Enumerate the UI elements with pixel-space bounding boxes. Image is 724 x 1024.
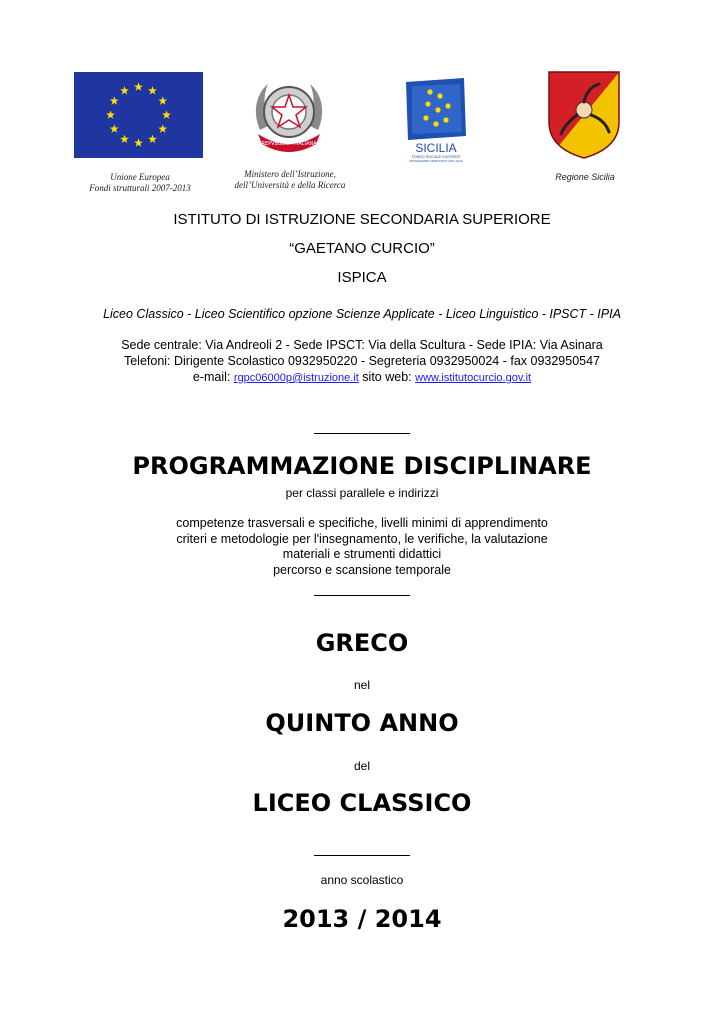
divider-3: [314, 855, 410, 856]
school-type-title: LICEO CLASSICO: [252, 789, 472, 817]
sicilia-fse-logo-icon: [402, 76, 470, 166]
school-name-line1: ISTITUTO DI ISTRUZIONE SECONDARIA SUPERIORE: [173, 211, 551, 228]
phones-line: Telefoni: Dirigente Scolastico 0932950220 - Segreteria 0932950024 - fax 0932950547: [123, 354, 601, 368]
program-subtitle: per classi parallele e indirizzi: [285, 486, 439, 500]
subject-title: GRECO: [315, 629, 409, 657]
trinacria-shield-icon: [547, 70, 621, 160]
ministry-caption-line1: Ministero dell’Istruzione,: [244, 169, 336, 179]
eu-caption-line1: Unione Europea: [110, 172, 170, 182]
ministry-logo: [246, 72, 332, 158]
sicilia-subline1: FONDO SOCIALE EUROPEO: [411, 155, 461, 159]
regione-caption: Regione Sicilia: [555, 172, 615, 182]
divider-1: [314, 433, 410, 434]
eu-caption: [70, 172, 210, 194]
connector-nel: nel: [353, 678, 370, 692]
program-item-2: criteri e metodologie per l'insegnamento, le verifiche, la valutazione: [176, 531, 548, 546]
sicilia-fse-logo: [402, 76, 470, 166]
school-year: 2013 / 2014: [282, 905, 442, 933]
year-title: QUINTO ANNO: [265, 709, 459, 737]
svg-text:REPVBBLICA ITALIANA: REPVBBLICA ITALIANA: [261, 141, 317, 147]
school-name-line3: ISPICA: [337, 269, 387, 286]
program-item-1: competenze trasversali e specifiche, livelli minimi di apprendimento: [176, 516, 548, 530]
eu-caption-line2: Fondi strutturali 2007-2013: [89, 183, 191, 193]
program-items: [0, 516, 724, 578]
address-line: Sede centrale: Via Andreoli 2 - Sede IPSCT: Via della Scultura - Sede IPIA: Via Asinara: [121, 338, 603, 352]
sicilia-subline2: PROGRAMMA OPERATIVO 2007-2013: [409, 159, 463, 163]
school-name-line2: “GAETANO CURCIO”: [289, 240, 435, 257]
program-item-3: materiali e strumenti didattici: [282, 547, 442, 561]
sicilia-wordmark: SICILIA: [415, 141, 457, 155]
email-label: e-mail:: [192, 370, 231, 384]
web-label: sito web:: [362, 370, 412, 384]
eu-logo: [74, 72, 203, 158]
regione-logo: [547, 70, 621, 160]
program-title: PROGRAMMAZIONE DISCIPLINARE: [132, 452, 592, 480]
ministry-caption-line2: dell’Università e della Ricerca: [234, 180, 346, 190]
ministry-caption: [215, 169, 365, 191]
email-link[interactable]: rgpc06000p@istruzione.it: [233, 372, 359, 384]
web-link[interactable]: www.istitutocurcio.gov.it: [415, 372, 532, 384]
divider-2: [314, 595, 410, 596]
year-label: anno scolastico: [320, 873, 404, 887]
courses-line: Liceo Classico - Liceo Scientifico opzione Scienze Applicate - Liceo Linguistico - IPSCT - IPIA: [103, 307, 621, 321]
program-item-4: percorso e scansione temporale: [273, 562, 451, 577]
connector-del: del: [353, 759, 370, 773]
eu-flag-icon: [74, 72, 203, 158]
italian-republic-emblem-icon: [246, 72, 332, 158]
contacts-line: [0, 370, 724, 384]
